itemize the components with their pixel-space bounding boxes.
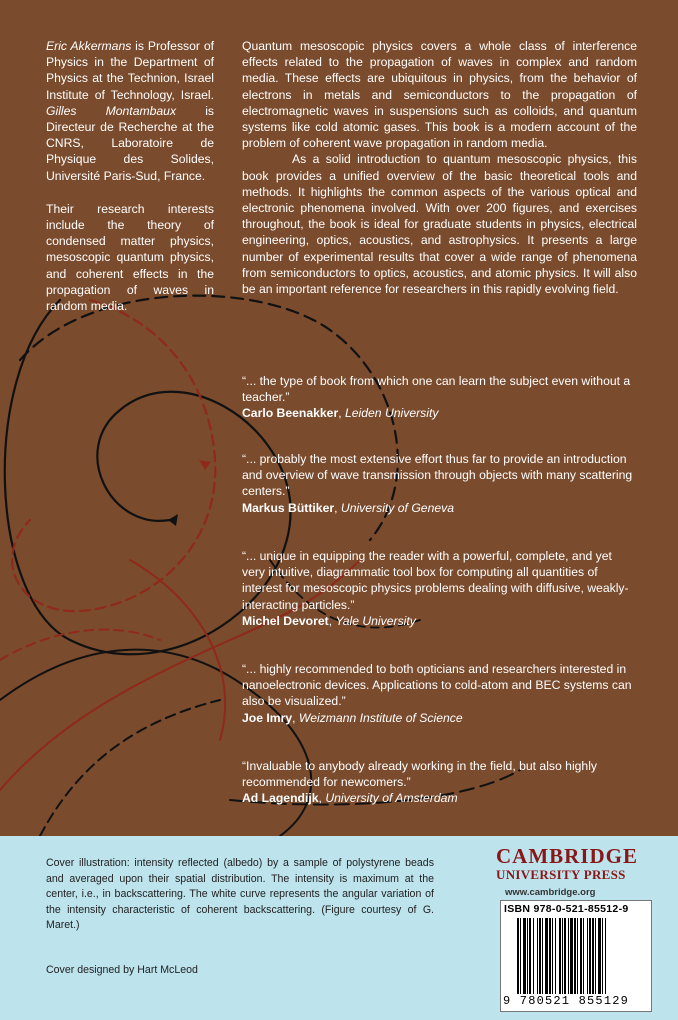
endorsement-text: “... probably the most extensive effort thus far to provide an introduction and overview of wave transmission through objects with many scattering centers.”	[242, 452, 633, 499]
endorsement-1: “... the type of book from which one can learn the subject even without a teacher.” Carlo Beenakker, Leiden University	[242, 373, 637, 422]
isbn-barcode-box	[500, 900, 652, 1012]
publisher-logo-subtitle: UNIVERSITY PRESS	[496, 867, 626, 882]
cover-designer: Cover designed by Hart McLeod	[46, 964, 198, 976]
endorser-name: Joe Imry	[242, 710, 293, 725]
isbn-number: ISBN 978-0-521-85512-9	[504, 903, 629, 915]
author1-text: is Professor of Physics in the Department of Physics at the Technion, Israel Institute of Technology, Israel.	[46, 39, 214, 102]
endorsement-text: “... unique in equipping the reader with a powerful, complete, and yet very intuitive, diagrammatic tool box for computing all quantities of interest for mesoscopic physics problems dealing with diffusive, weakly-interacting particles.”	[242, 549, 629, 612]
endorsement-2: “... probably the most extensive effort thus far to provide an introduction and overview of wave transmission through objects with many scattering centers.” Markus Büttiker, University of Geneva	[242, 451, 637, 516]
black-arrow-1	[168, 514, 178, 526]
endorsement-3: “... unique in equipping the reader with a powerful, complete, and yet very intuitive, diagrammatic tool box for computing all quantities of interest for mesoscopic physics problems dealing with diffusive, weakly-interacting particles.” Michel Devoret, Yale University	[242, 548, 637, 629]
endorser-name: Markus Büttiker	[242, 500, 335, 515]
endorser-affiliation: Weizmann Institute of Science	[298, 710, 463, 725]
endorser-name: Ad Lagendijk	[242, 791, 319, 806]
endorser-affiliation: University of Geneva	[340, 500, 455, 515]
research-interests: Their research interests include the theory of condensed matter physics, mesoscopic quantum physics, and coherent effects in the propagation of waves in random media.	[46, 201, 214, 314]
barcode-icon	[517, 918, 639, 994]
author-bio	[46, 38, 214, 314]
endorser-affiliation: University of Amsterdam	[325, 791, 458, 806]
red-dashed-loop	[12, 300, 215, 611]
endorsement-4: “... highly recommended to both opticians and researchers interested in nanoelectronic devices. Applications to cold-atom and BEC systems can also be visualized.” Joe Imry, Weizmann Institute of Science	[242, 661, 637, 726]
endorser-name: Michel Devoret	[242, 613, 329, 628]
footer-band	[0, 836, 678, 1020]
endorsement-text: “Invaluable to anybody already working in the field, but also highly recommended for newcomers.”	[242, 759, 598, 790]
endorsement-5: “Invaluable to anybody already working in the field, but also highly recommended for newcomers.” Ad Lagendijk, University of Amsterdam	[242, 758, 637, 807]
author1-name: Eric Akkermans	[46, 39, 132, 53]
description-para-2: As a solid introduction to quantum mesoscopic physics, this book provides a unified overview of the basic theoretical tools and methods. It highlights the common aspects of the various optical and electronic phenomena involved. With over 200 figures, and exercises throughout, the book is ideal for graduate students in physics, electrical engineering, optics, acoustics, and astrophysics. It presents a large number of experimental results that cover a wide range of phenomena from semiconductors to optics, acoustics, and atomic physics. It will also be an important reference for researchers in this rapidly evolving field.	[242, 152, 637, 297]
endorser-affiliation: Yale University	[335, 613, 416, 628]
description-para-1: Quantum mesoscopic physics covers a whole class of interference effects related to the propagation of waves in complex and random media. These effects are ubiquitous in physics, from the behavior of electrons in metals and semiconductors to the propagation of electromagnetic waves in suspensions such as colloids, and quantum systems like cold atomic gases. This book is a modern account of the problem of coherent wave propagation in random media.	[242, 39, 637, 151]
cover-illustration-note: Cover illustration: intensity reflected (albedo) by a sample of polystyrene beads and averaged upon their spatial distribution. The intensity is maximum at the center, i.e., in backscattering. The white curve represents the angular variation of the intensity characteristic of coherent backscattering. (Figure courtesy of G. Maret.)	[46, 857, 434, 932]
author-bio-authors	[46, 38, 214, 184]
author2-name: Gilles Montambaux	[46, 103, 177, 118]
endorser-affiliation: Leiden University	[344, 406, 439, 421]
red-arrow-1	[199, 460, 211, 470]
author2-text: is Directeur de Recherche at the CNRS, Laboratoire de Physique des Solides, Université Paris-Sud, France.	[46, 103, 214, 183]
endorsement-text: “... highly recommended to both opticians and researchers interested in nanoelectronic devices. Applications to cold-atom and BEC systems can also be visualized.”	[242, 662, 632, 709]
endorsement-text: “... the type of book from which one can learn the subject even without a teacher.”	[242, 374, 631, 405]
endorser-name: Carlo Beenakker	[242, 406, 339, 421]
publisher-logo-name: CAMBRIDGE	[496, 844, 639, 868]
barcode-digits: 9 780521 855129	[503, 994, 630, 1008]
black-dashed-lower	[40, 700, 220, 836]
publisher-url[interactable]: www.cambridge.org	[505, 887, 596, 898]
book-description	[242, 38, 637, 297]
